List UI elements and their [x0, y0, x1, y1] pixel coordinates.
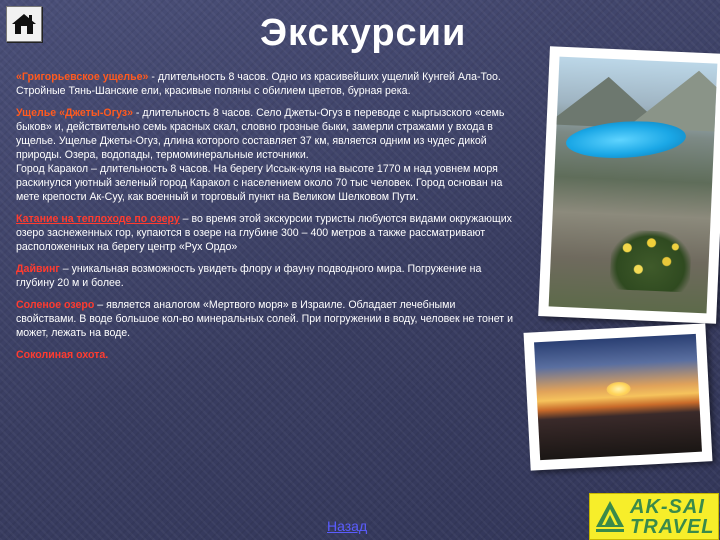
excursion-item-diving — [16, 262, 516, 290]
excursion-text: – уникальная возможность увидеть флору и фауну подводного мира. Погружение на глубину 20 м и более. — [16, 263, 482, 289]
excursion-text: - длительность 8 часов. Одно из красивейших ущелий Кунгей Ала-Тоо. Стройные Тянь-Шанские ели, красивые поляны с обилием цветов, бурная река. — [16, 71, 501, 97]
excursion-title: «Григорьевское ущелье» — [16, 71, 149, 83]
excursion-item-falconry — [16, 348, 516, 362]
excursion-list — [16, 70, 516, 362]
excursion-text: – во время этой экскурсии туристы любуются видами окружающих озеро заснеженных гор, купаются в озере на глубине 300 – 400 метров а также рассматривают расположенных на берегу центр «Рух Ордо» — [16, 213, 512, 253]
mountain-logo-icon — [594, 497, 626, 537]
home-button[interactable] — [6, 6, 42, 42]
excursion-title: Катание на теплоходе по озеру — [16, 213, 180, 225]
excursion-title: Дайвинг — [16, 263, 60, 275]
mountain-lake-photo — [538, 46, 720, 324]
excursion-item-salt-lake — [16, 298, 516, 340]
page-title: Экскурсии — [260, 12, 467, 54]
excursion-item-karakol — [16, 162, 516, 204]
excursion-item-boat — [16, 212, 516, 254]
excursion-title: Ущелье «Джеты-Огуз» — [16, 107, 133, 119]
sunset-photo — [524, 323, 713, 470]
logo-line-1: AK-SAI — [630, 495, 705, 518]
logo-line-2: TRAVEL — [630, 515, 715, 538]
excursion-item-grigorievskoe — [16, 70, 516, 98]
excursion-text: - длительность 8 часов. Село Джеты-Огуз в переводе с кыргызского «семь быков» и, действительно семь красных скал, словно грозные быки, замерли стражами у входа в ущелье. Ущелье Джеты-Огуз, длина которого составляет 37 км, является одним из чудес дикой природы. Озера, водопады, термоминеральные источники. — [16, 107, 505, 161]
home-icon — [11, 12, 37, 36]
excursion-title: Соколиная охота. — [16, 349, 109, 361]
ak-sai-travel-logo — [589, 493, 719, 540]
excursion-title: Соленое озеро — [16, 299, 95, 311]
back-link[interactable]: Назад — [327, 518, 368, 534]
excursion-text: Город Каракол – длительность 8 часов. На берегу Иссык-куля на высоте 1770 м над уовнем моря раскинулся уютный зеленый город Каракол с населением около 70 тыс человек. Город основан на мете крепости Ак-Суу, как военный и торговый пункт на Великом Шелковом Пути. — [16, 163, 503, 203]
excursion-item-jety-oguz — [16, 106, 516, 162]
excursion-text: – является аналогом «Мертвого моря» в Израиле. Обладает лечебными свойствами. В воде большое кол-во минеральных солей. При погружении в воду, человек не тонет и может, лежать на воде. — [16, 299, 513, 339]
